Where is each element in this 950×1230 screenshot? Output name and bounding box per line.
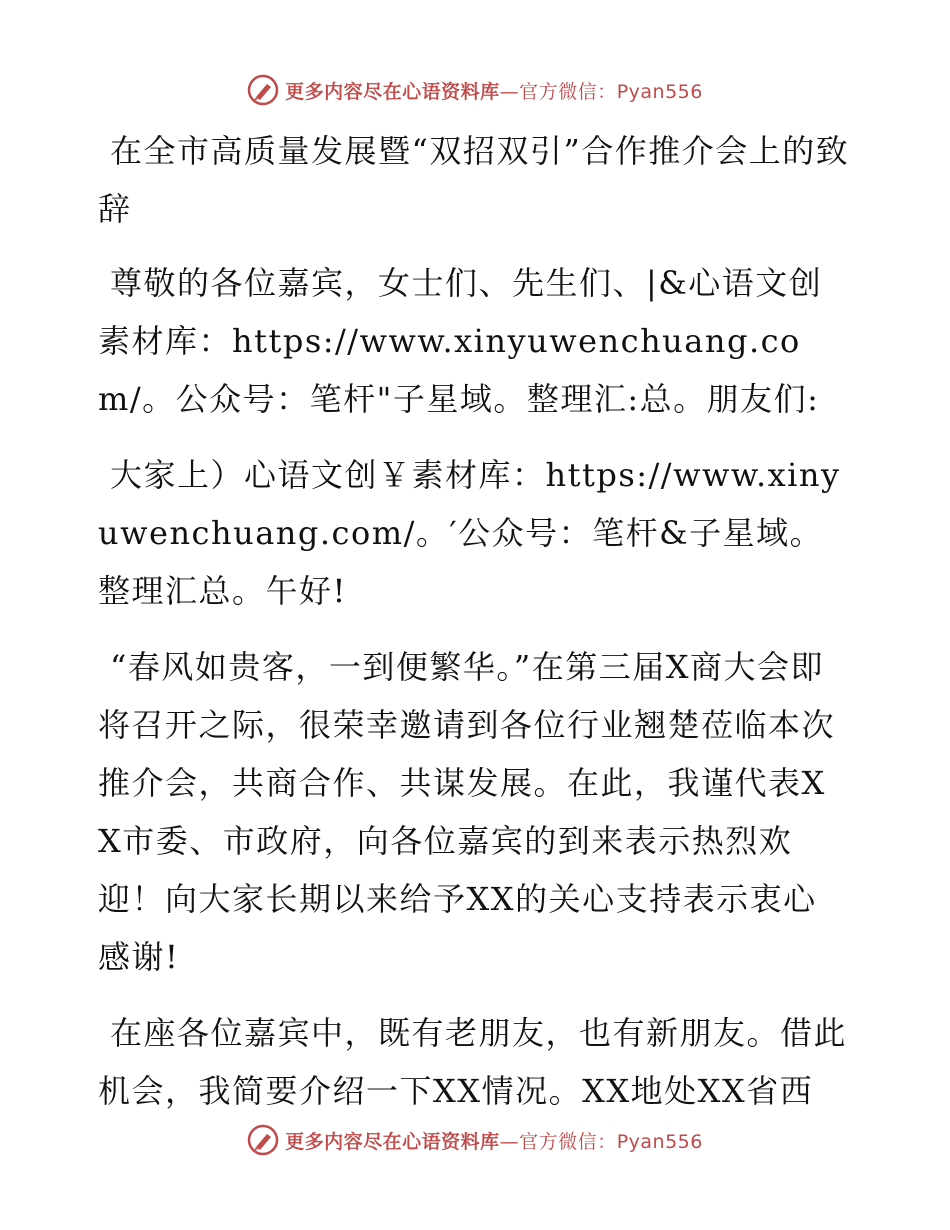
paragraph-good-afternoon: 大家上）心语文创￥素材库：https://www.xinyuwenchuang.com/。′公众号：笔杆&子星域。整理汇总。午好! [98,456,841,610]
watermark-official: 官方微信： [519,80,617,103]
watermark-wechat-id: Pyan556 [616,1130,703,1153]
paragraph-welcome: “春风如贵客，一到便繁华。”在第三届X商大会即将召开之际，很荣幸邀请到各位行业翘楚莅临本次推介会，共商合作、共谋发展。在此，我谨代表XX市委、市政府，向各位嘉宾的到来表示热烈欢迎！向大家长期以来给予XX的关心支持表示衷心感谢! [98,648,836,976]
document-title: 在全市高质量发展暨“双招双引”合作推介会上的致辞 [98,132,850,228]
watermark-wechat-id: Pyan556 [616,80,703,103]
footer-watermark [0,1120,950,1160]
paragraph-greeting: 尊敬的各位嘉宾，女士们、先生们、|&心语文创素材库：https://www.xinyuwenchuang.com/。公众号：笔杆"子星域。整理汇:总。朋友们: [98,264,823,418]
watermark-text [285,77,703,104]
watermark-text [285,1127,703,1154]
watermark-official: 官方微信： [519,1130,617,1153]
paragraph-introduction: 在座各位嘉宾中，既有老朋友，也有新朋友。借此机会，我简要介绍一下XX情况。XX地处XX省西 [98,1014,848,1110]
header-watermark [0,70,950,110]
watermark-brand: 更多内容尽在心语资料库 [285,1130,500,1153]
watermark-dash: — [499,1130,520,1153]
watermark-dash: — [499,80,520,103]
watermark-brand: 更多内容尽在心语资料库 [285,80,500,103]
pen-nib-logo-icon [247,1124,279,1156]
pen-nib-logo-icon [247,74,279,106]
document-body [98,122,850,1138]
